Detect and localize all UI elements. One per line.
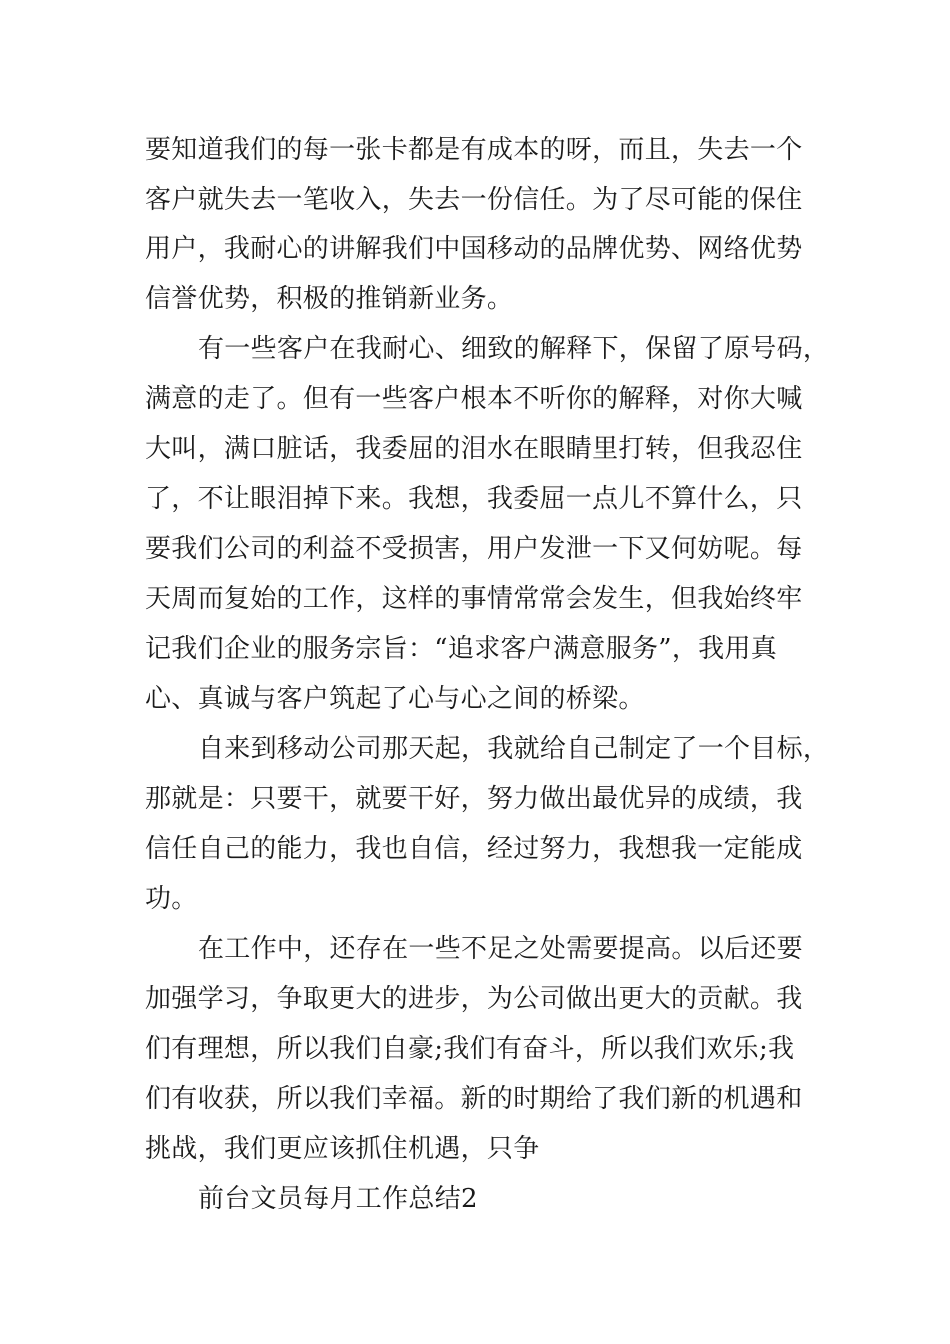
text-line: 信誉优势，积极的推销新业务。 <box>145 284 514 314</box>
text-line: 记我们企业的服务宗旨：“追求客户满意服务”，我用真 <box>145 634 778 664</box>
text-line: 有一些客户在我耐心、细致的解释下，保留了原号码， <box>198 334 830 364</box>
text-line: 加强学习，争取更大的进步，为公司做出更大的贡献。我 <box>145 984 803 1014</box>
text-line: 们有理想，所以我们自豪;我们有奋斗，所以我们欢乐;我 <box>145 1034 795 1064</box>
text-line: 信任自己的能力，我也自信，经过努力，我想我一定能成 <box>145 834 803 864</box>
text-line: 们有收获，所以我们幸福。新的时期给了我们新的机遇和 <box>145 1084 803 1114</box>
text-line: 天周而复始的工作，这样的事情常常会发生，但我始终牢 <box>145 584 803 614</box>
text-line: 大叫，满口脏话，我委屈的泪水在眼睛里打转，但我忍住 <box>145 434 803 464</box>
text-line: 在工作中，还存在一些不足之处需要提高。以后还要 <box>198 934 803 964</box>
text-line: 客户就失去一笔收入，失去一份信任。为了尽可能的保住 <box>145 185 803 215</box>
text-line: 功。 <box>145 884 198 914</box>
text-line: 心、真诚与客户筑起了心与心之间的桥梁。 <box>145 684 645 714</box>
text-line: 用户，我耐心的讲解我们中国移动的品牌优势、网络优势 <box>145 234 803 264</box>
text-line: 满意的走了。但有一些客户根本不听你的解释，对你大喊 <box>145 384 803 414</box>
text-line: 挑战，我们更应该抓住机遇，只争 <box>145 1134 540 1164</box>
text-line: 那就是：只要干，就要干好，努力做出最优异的成绩，我 <box>145 784 803 814</box>
section-heading: 前台文员每月工作总结2 <box>198 1184 478 1214</box>
text-line: 要我们公司的利益不受损害，用户发泄一下又何妨呢。每 <box>145 534 803 564</box>
text-line: 自来到移动公司那天起，我就给自己制定了一个目标， <box>198 734 830 764</box>
text-line: 了，不让眼泪掉下来。我想，我委屈一点儿不算什么，只 <box>145 484 803 514</box>
text-line: 要知道我们的每一张卡都是有成本的呀，而且，失去一个 <box>145 135 803 165</box>
